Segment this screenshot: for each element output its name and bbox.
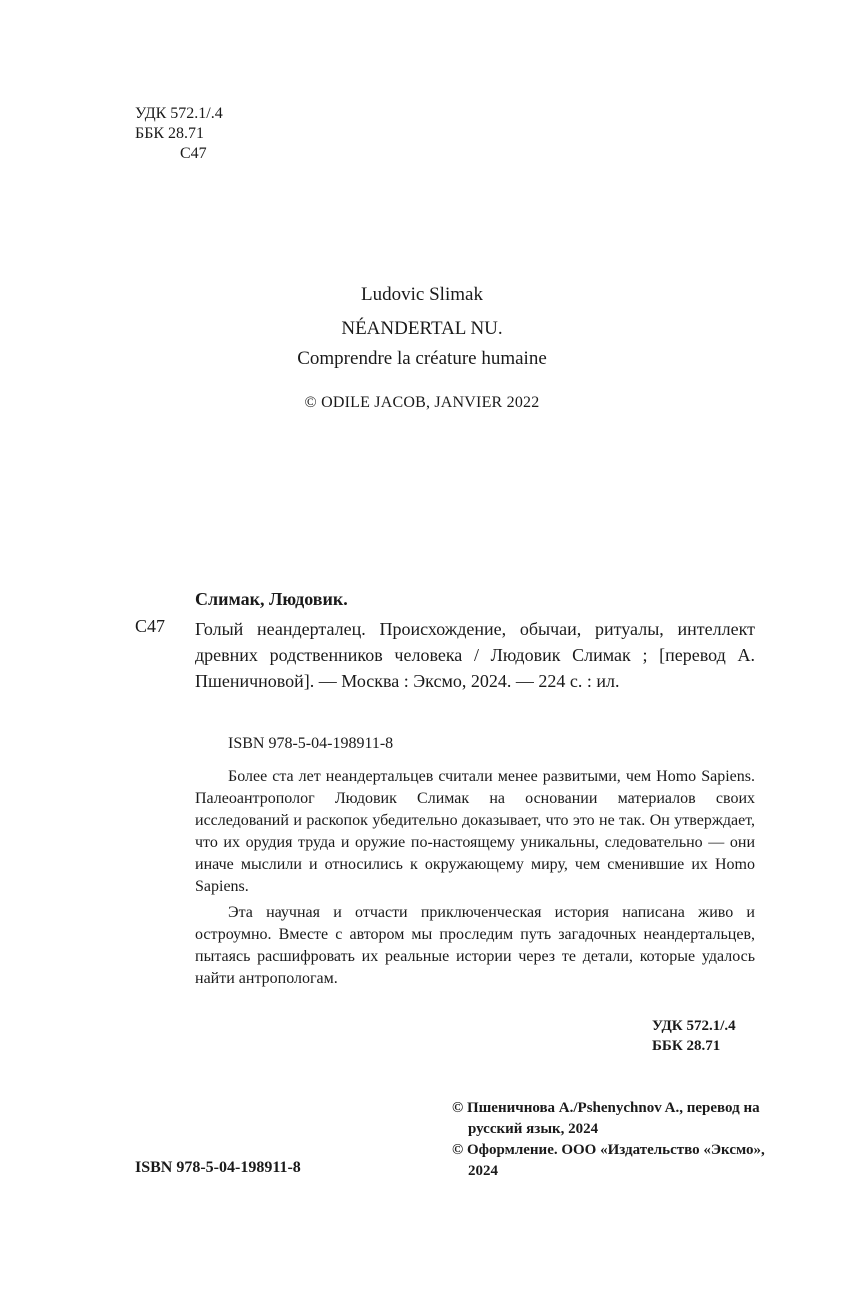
catalog-isbn: ISBN 978-5-04-198911-8 bbox=[228, 735, 394, 752]
original-subtitle: Comprendre la créature humaine bbox=[297, 348, 547, 369]
annotation bbox=[195, 766, 755, 994]
author-sign: С47 bbox=[180, 145, 207, 162]
footer-classification bbox=[652, 1016, 736, 1056]
footer-isbn: ISBN 978-5-04-198911-8 bbox=[135, 1159, 301, 1176]
annotation-paragraph-1: Более ста лет неандертальцев считали менее развитыми, чем Homo Sapiens. Палеоантрополог Людовик Слимак на основании материалов своих исследований и раскопок убедительно доказывает, что это не так. Он утверждает, что их орудия труда и оружие по-настоящему уникальны, следовательно — они иначе мыслили и относились к окружающему миру, чем сменившие их Homo Sapiens. bbox=[195, 768, 755, 895]
original-author: Ludovic Slimak bbox=[361, 284, 483, 305]
catalog-author-sign: С47 bbox=[135, 616, 166, 636]
design-copyright: © Оформление. ООО «Издательство «Эксмо», 2024 bbox=[452, 1142, 765, 1179]
original-copyright: © ODILE JACOB, JANVIER 2022 bbox=[304, 394, 540, 411]
annotation-paragraph-2: Эта научная и отчасти приключенческая история написана живо и остроумно. Вместе с автором мы проследим путь загадочных неандертальцев, пытаясь расшифровать их реальные истории через те детали, которые удалось найти антропологам. bbox=[195, 904, 755, 987]
footer-udk: УДК 572.1/.4 bbox=[652, 1018, 736, 1034]
copyright-notices bbox=[452, 1098, 772, 1182]
classification-codes bbox=[135, 104, 223, 164]
udk-code: УДК 572.1/.4 bbox=[135, 105, 223, 122]
bbk-code: ББК 28.71 bbox=[135, 125, 205, 142]
footer-bbk: ББК 28.71 bbox=[652, 1038, 721, 1054]
translation-copyright: © Пшеничнова А./Pshenychnov A., перевод на русский язык, 2024 bbox=[452, 1100, 760, 1137]
catalog-heading: Слимак, Людовик. bbox=[195, 589, 348, 609]
catalog-description bbox=[195, 616, 755, 694]
catalog-description-text: Голый неандерталец. Происхождение, обычаи, ритуалы, интеллект древних родственников человека / Людовик Слимак ; [перевод А. Пшеничновой]. — Москва : Эксмо, 2024. — 224 с. : ил. bbox=[195, 619, 755, 691]
original-title: NÉANDERTAL NU. bbox=[341, 318, 503, 339]
